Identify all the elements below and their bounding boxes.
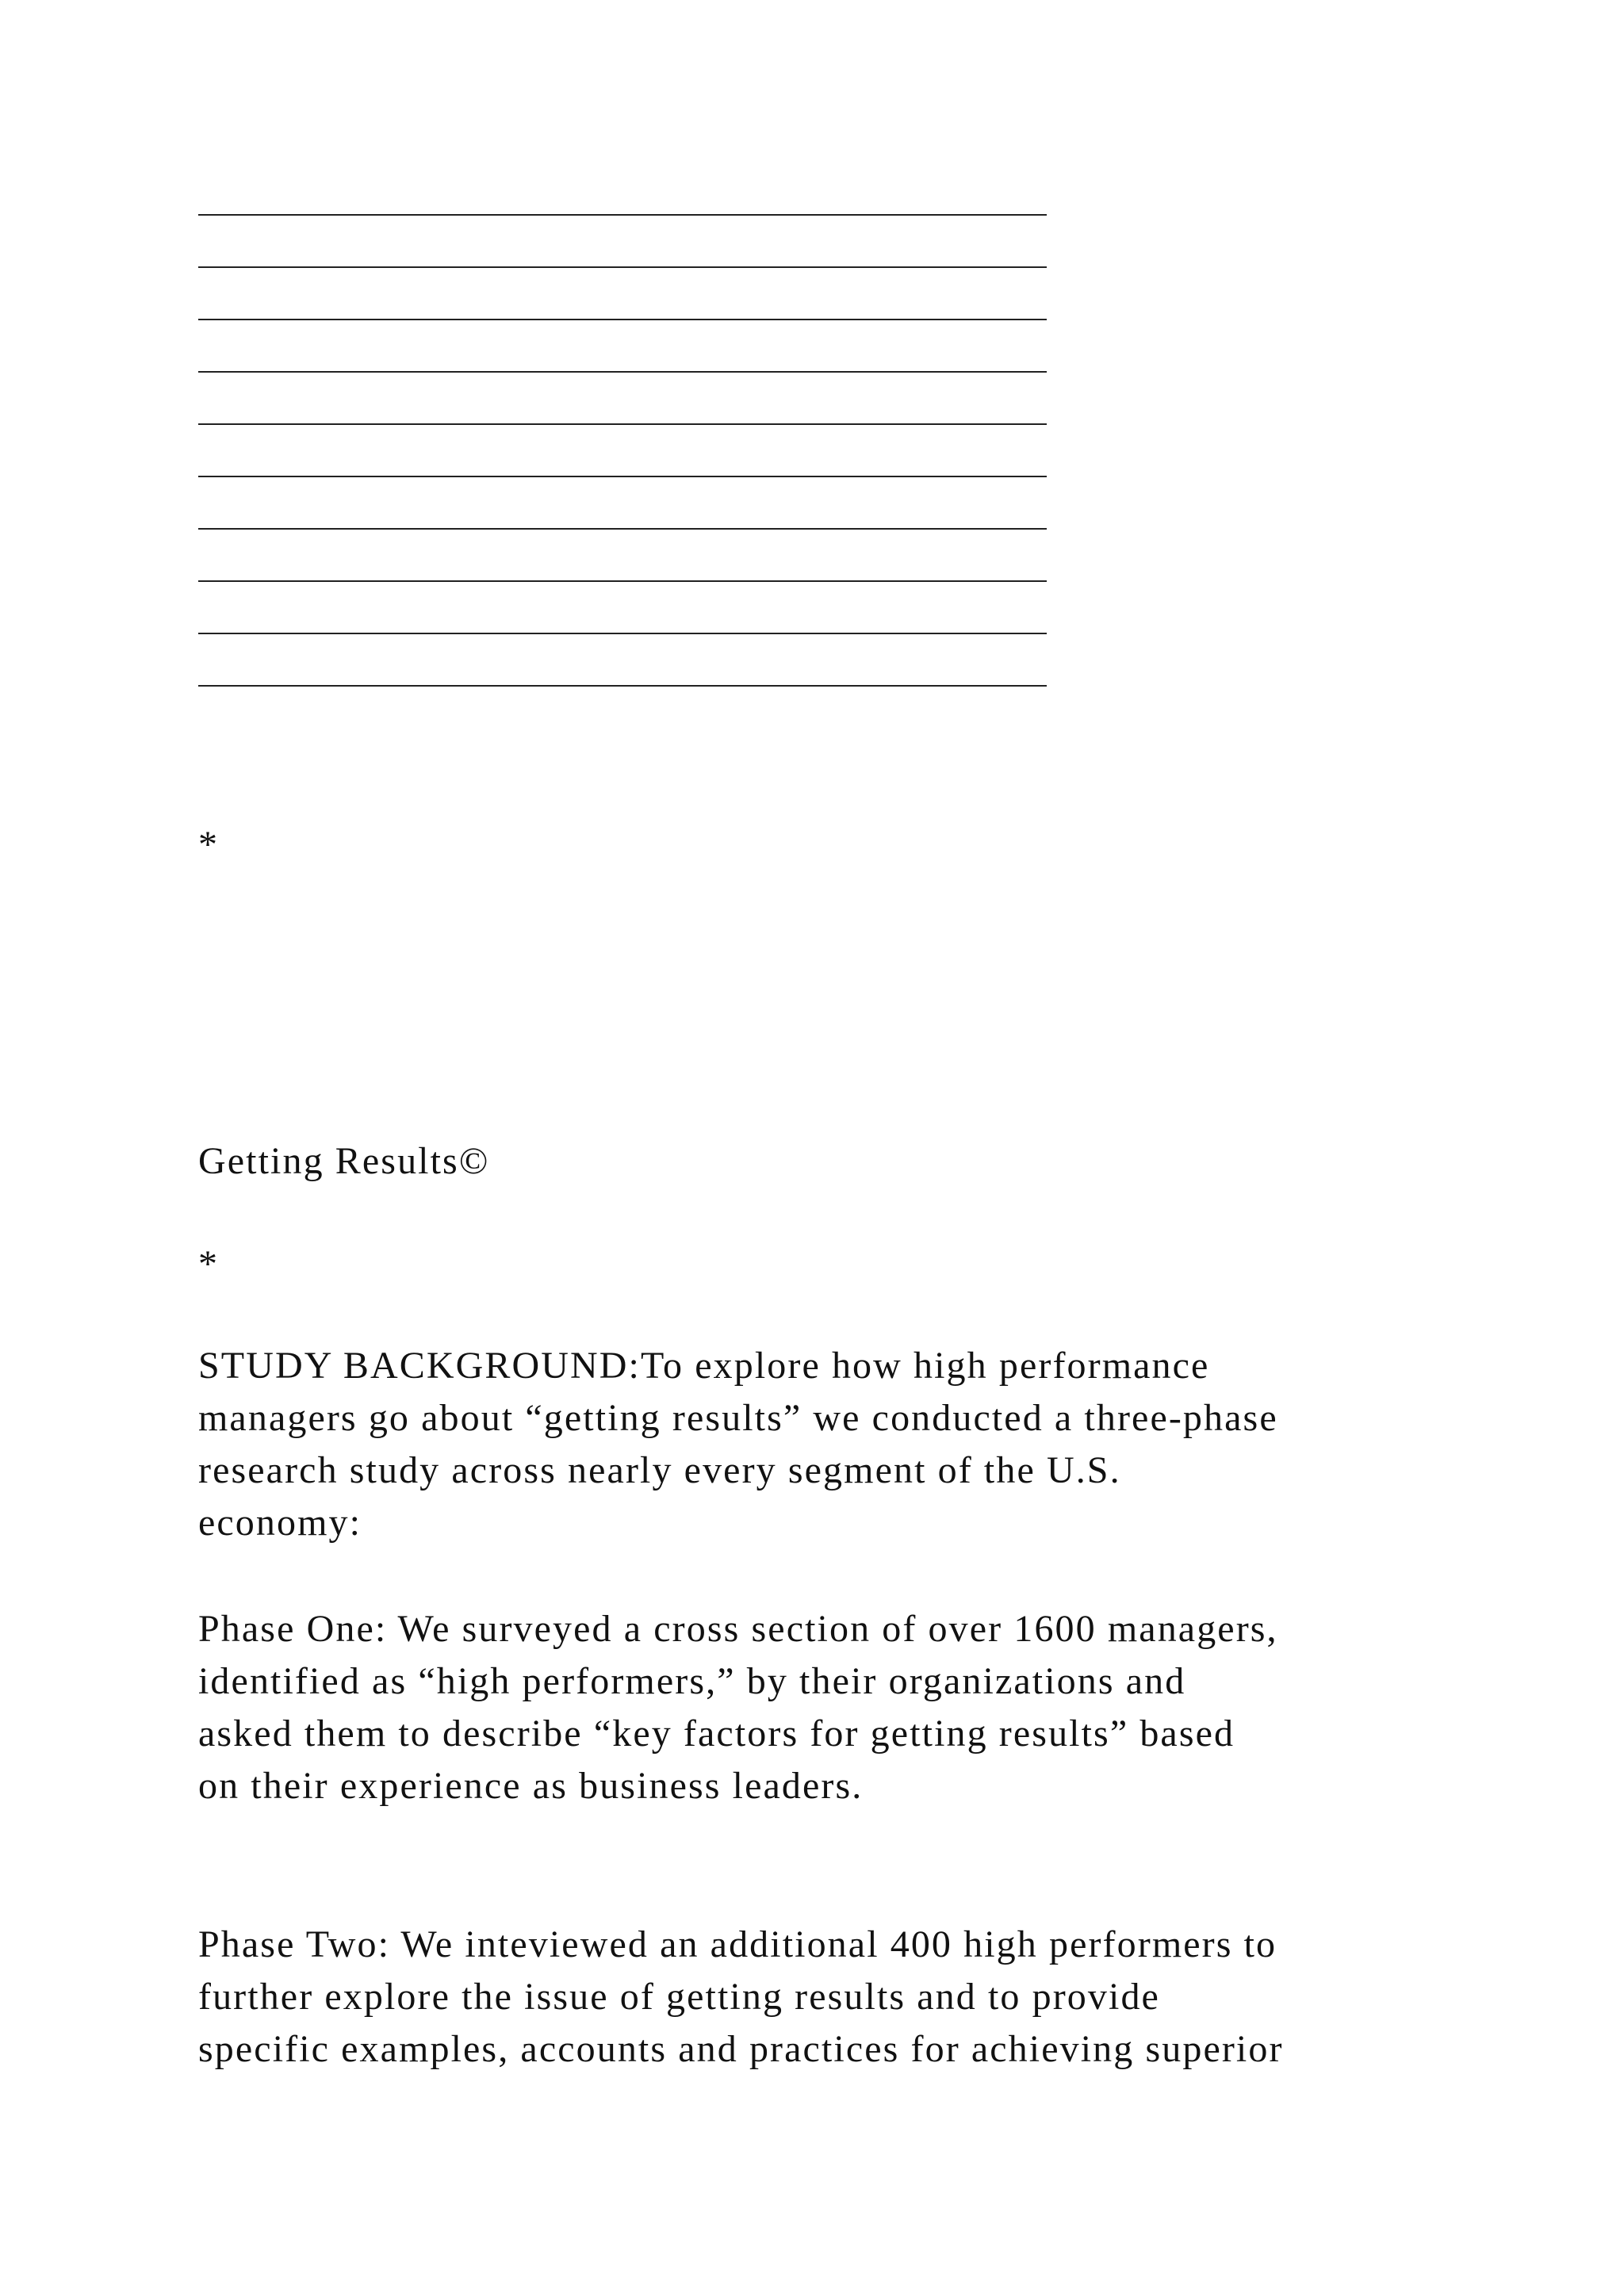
phase-one-paragraph <box>198 1603 1451 1812</box>
text-line: Phase Two: We inteviewed an additional 400 high performers to <box>198 1923 1277 1965</box>
answer-line <box>198 319 1047 320</box>
answer-lines <box>198 214 1047 737</box>
answer-line <box>198 528 1047 530</box>
phase-two-paragraph <box>198 1919 1451 2076</box>
answer-line <box>198 266 1047 268</box>
text-line: economy: <box>198 1502 362 1544</box>
answer-line <box>198 214 1047 216</box>
answer-line <box>198 371 1047 373</box>
text-line: research study across nearly every segment of the U.S. <box>198 1449 1121 1491</box>
asterisk-separator: * <box>198 824 220 866</box>
text-line: STUDY BACKGROUND:To explore how high performance <box>198 1345 1210 1387</box>
text-line: further explore the issue of getting results and to provide <box>198 1976 1160 2018</box>
answer-line <box>198 476 1047 477</box>
answer-line <box>198 423 1047 425</box>
text-line: identified as “high performers,” by their organizations and <box>198 1660 1186 1702</box>
text-line: on their experience as business leaders. <box>198 1765 864 1807</box>
text-line: managers go about “getting results” we conducted a three-phase <box>198 1397 1278 1439</box>
text-line: asked them to describe “key factors for getting results” based <box>198 1712 1235 1755</box>
text-line: specific examples, accounts and practices for achieving superior <box>198 2028 1284 2070</box>
text-line: Phase One: We surveyed a cross section of over 1600 managers, <box>198 1608 1278 1650</box>
asterisk-separator: * <box>198 1243 220 1285</box>
study-background-paragraph <box>198 1340 1451 1549</box>
answer-line <box>198 580 1047 582</box>
answer-line <box>198 685 1047 687</box>
document-heading: Getting Results© <box>198 1140 490 1182</box>
answer-line <box>198 633 1047 634</box>
